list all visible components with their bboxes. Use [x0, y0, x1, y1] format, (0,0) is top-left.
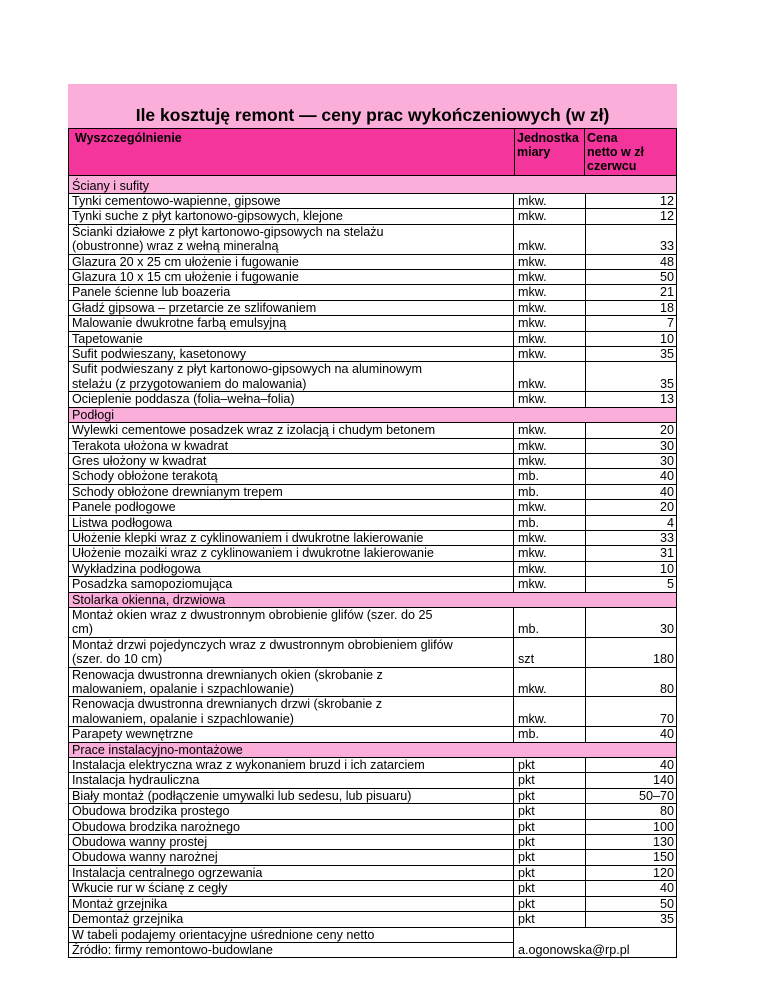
footer-note-row [69, 928, 676, 943]
row-description: Sufit podwieszany, kasetonowy [69, 347, 513, 362]
row-unit: mkw. [513, 577, 585, 592]
row-unit: mkw. [513, 347, 585, 362]
row-description: Malowanie dwukrotne farbą emulsyjną [69, 316, 513, 331]
row-price: 35 [585, 362, 676, 392]
row-description: Obudowa brodzika narożnego [69, 820, 513, 835]
row-price: 50–70 [585, 789, 676, 804]
table-row [69, 608, 676, 638]
row-description: Obudowa brodzika prostego [69, 804, 513, 819]
table-row [69, 697, 676, 727]
row-unit: mkw. [513, 270, 585, 285]
row-description: Schody obłożone drewnianym trepem [69, 485, 513, 500]
row-price: 20 [585, 423, 676, 438]
table-row [69, 209, 676, 224]
table-row [69, 912, 676, 927]
row-price: 80 [585, 668, 676, 698]
row-description: Biały montaż (podłączenie umywalki lub sedesu, lub pisuaru) [69, 789, 513, 804]
row-description: Gładź gipsowa – przetarcie ze szlifowaniem [69, 301, 513, 316]
header-unit: Jednostka miary [517, 131, 579, 159]
row-price: 40 [585, 485, 676, 500]
row-description: Glazura 20 x 25 cm ułożenie i fugowanie [69, 255, 513, 270]
row-price: 20 [585, 500, 676, 515]
row-unit: mkw. [513, 697, 585, 727]
row-price: 35 [585, 912, 676, 927]
row-price: 35 [585, 347, 676, 362]
row-unit: mb. [513, 727, 585, 742]
row-price: 33 [585, 531, 676, 546]
row-unit: pkt [513, 773, 585, 788]
row-unit: pkt [513, 820, 585, 835]
row-unit: mkw. [513, 546, 585, 561]
row-description: Tynki suche z płyt kartonowo-gipsowych, klejone [69, 209, 513, 224]
row-price: 21 [585, 285, 676, 300]
section-label: Prace instalacyjno-montażowe [69, 743, 676, 758]
row-price: 130 [585, 835, 676, 850]
row-price: 12 [585, 209, 676, 224]
table-row [69, 562, 676, 577]
table-row [69, 546, 676, 561]
row-price: 30 [585, 439, 676, 454]
row-unit: pkt [513, 881, 585, 896]
row-description: Terakota ułożona w kwadrat [69, 439, 513, 454]
row-price: 10 [585, 562, 676, 577]
table-row [69, 316, 676, 331]
row-price: 180 [585, 638, 676, 668]
table-row [69, 332, 676, 347]
row-price: 40 [585, 758, 676, 773]
table-row [69, 577, 676, 592]
table-row [69, 194, 676, 209]
table-row [69, 773, 676, 788]
table-row [69, 516, 676, 531]
row-unit: mkw. [513, 316, 585, 331]
row-unit: pkt [513, 804, 585, 819]
table-row [69, 500, 676, 515]
row-price: 40 [585, 727, 676, 742]
row-description: Parapety wewnętrzne [69, 727, 513, 742]
table-row [69, 866, 676, 881]
row-unit: pkt [513, 835, 585, 850]
row-description: Instalacja centralnego ogrzewania [69, 866, 513, 881]
row-price: 30 [585, 454, 676, 469]
row-price: 80 [585, 804, 676, 819]
row-price: 31 [585, 546, 676, 561]
table-row [69, 362, 676, 392]
price-table-sheet [68, 84, 677, 958]
footer-note: W tabeli podajemy orientacyjne uśrednione ceny netto [69, 928, 513, 943]
row-price: 18 [585, 301, 676, 316]
row-unit: mkw. [513, 500, 585, 515]
row-unit: szt [513, 638, 585, 668]
row-description: Schody obłożone terakotą [69, 469, 513, 484]
row-description: Ułożenie mozaiki wraz z cyklinowaniem i dwukrotne lakierowanie [69, 546, 513, 561]
row-description: Sufit podwieszany z płyt kartonowo-gipsowych na aluminowym stelażu (z przygotowaniem do malowania) [69, 362, 513, 392]
row-list [69, 176, 676, 928]
row-unit: mb. [513, 608, 585, 638]
row-description: Renowacja dwustronna drewnianych drzwi (skrobanie z malowaniem, opalanie i szpachlowanie) [69, 697, 513, 727]
header-description: Wyszczególnienie [75, 131, 182, 145]
table-row [69, 789, 676, 804]
row-unit: mkw. [513, 301, 585, 316]
table-row [69, 469, 676, 484]
table-row [69, 270, 676, 285]
table-row [69, 897, 676, 912]
row-description: Obudowa wanny prostej [69, 835, 513, 850]
table-row [69, 850, 676, 865]
table-row [69, 820, 676, 835]
row-description: Tapetowanie [69, 332, 513, 347]
row-unit: pkt [513, 850, 585, 865]
row-price: 5 [585, 577, 676, 592]
section-label: Podłogi [69, 408, 676, 423]
row-description: Montaż okien wraz z dwustronnym obrobienie glifów (szer. do 25 cm) [69, 608, 513, 638]
table-row [69, 285, 676, 300]
table-body [68, 176, 677, 958]
row-description: Demontaż grzejnika [69, 912, 513, 927]
row-price: 50 [585, 897, 676, 912]
section-label: Stolarka okienna, drzwiowa [69, 593, 676, 608]
row-description: Posadzka samopoziomująca [69, 577, 513, 592]
row-unit: mkw. [513, 285, 585, 300]
row-unit: mkw. [513, 255, 585, 270]
row-description: Wkucie rur w ścianę z cegły [69, 881, 513, 896]
table-row [69, 301, 676, 316]
table-row [69, 392, 676, 407]
table-row [69, 727, 676, 742]
row-price: 40 [585, 881, 676, 896]
table-row [69, 668, 676, 698]
table-row [69, 454, 676, 469]
row-description: Ułożenie klepki wraz z cyklinowaniem i dwukrotne lakierowanie [69, 531, 513, 546]
row-price: 48 [585, 255, 676, 270]
table-row [69, 347, 676, 362]
row-unit: pkt [513, 912, 585, 927]
row-description: Montaż drzwi pojedynczych wraz z dwustronnym obrobieniem glifów (szer. do 10 cm) [69, 638, 513, 668]
row-unit: mb. [513, 485, 585, 500]
row-unit: mkw. [513, 531, 585, 546]
row-description: Glazura 10 x 15 cm ułożenie i fugowanie [69, 270, 513, 285]
table-row [69, 531, 676, 546]
row-unit: pkt [513, 897, 585, 912]
footer-source-row [69, 943, 676, 957]
table-row [69, 225, 676, 255]
row-description: Instalacja elektryczna wraz z wykonaniem bruzd i ich zatarciem [69, 758, 513, 773]
row-price: 30 [585, 608, 676, 638]
row-description: Wykładzina podłogowa [69, 562, 513, 577]
section-row [69, 408, 676, 423]
row-price: 120 [585, 866, 676, 881]
footer-empty-cell [513, 928, 676, 943]
row-description: Panele podłogowe [69, 500, 513, 515]
table-row [69, 881, 676, 896]
row-unit: pkt [513, 758, 585, 773]
row-price: 150 [585, 850, 676, 865]
row-unit: mkw. [513, 562, 585, 577]
row-unit: mkw. [513, 454, 585, 469]
row-price: 13 [585, 392, 676, 407]
row-description: Gres ułożony w kwadrat [69, 454, 513, 469]
table-row [69, 485, 676, 500]
row-unit: mkw. [513, 332, 585, 347]
section-row [69, 593, 676, 608]
row-unit: mkw. [513, 392, 585, 407]
row-description: Wylewki cementowe posadzek wraz z izolacją i chudym betonem [69, 423, 513, 438]
table-row [69, 255, 676, 270]
row-description: Obudowa wanny narożnej [69, 850, 513, 865]
row-unit: mkw. [513, 362, 585, 392]
footer-source: Źródło: firmy remontowo-budowlane [72, 942, 273, 957]
title-band [68, 84, 677, 128]
row-description: Ścianki działowe z płyt kartonowo-gipsowych na stelażu (obustronne) wraz z wełną mineralną [69, 225, 513, 255]
row-unit: mkw. [513, 423, 585, 438]
row-description: Instalacja hydrauliczna [69, 773, 513, 788]
table-row [69, 439, 676, 454]
row-price: 100 [585, 820, 676, 835]
column-divider [514, 129, 515, 175]
table-row [69, 758, 676, 773]
row-description: Ocieplenie poddasza (folia–wełna–folia) [69, 392, 513, 407]
footer-email: a.ogonowska@rp.pl [513, 943, 676, 957]
page-title: Ile kosztuję remont — ceny prac wykończeniowych (w zł) [135, 105, 610, 125]
row-unit: mkw. [513, 225, 585, 255]
table-row [69, 638, 676, 668]
row-unit: mkw. [513, 439, 585, 454]
table-row [69, 423, 676, 438]
row-description: Listwa podłogowa [69, 516, 513, 531]
row-description: Tynki cementowo-wapienne, gipsowe [69, 194, 513, 209]
row-price: 33 [585, 225, 676, 255]
row-unit: pkt [513, 789, 585, 804]
row-description: Panele ścienne lub boazeria [69, 285, 513, 300]
row-unit: mkw. [513, 668, 585, 698]
row-price: 40 [585, 469, 676, 484]
row-unit: mb. [513, 516, 585, 531]
header-price: Cena netto w zł czerwcu [587, 131, 644, 173]
row-price: 50 [585, 270, 676, 285]
row-description: Renowacja dwustronna drewnianych okien (skrobanie z malowaniem, opalanie i szpachlowanie) [69, 668, 513, 698]
row-price: 7 [585, 316, 676, 331]
row-price: 70 [585, 697, 676, 727]
row-price: 140 [585, 773, 676, 788]
row-price: 10 [585, 332, 676, 347]
row-unit: mkw. [513, 194, 585, 209]
table-header [68, 128, 677, 176]
table-row [69, 804, 676, 819]
row-unit: pkt [513, 866, 585, 881]
row-description: Montaż grzejnika [69, 897, 513, 912]
section-row [69, 743, 676, 758]
row-price: 4 [585, 516, 676, 531]
row-price: 12 [585, 194, 676, 209]
row-unit: mkw. [513, 209, 585, 224]
section-row [69, 176, 676, 194]
row-unit: mb. [513, 469, 585, 484]
section-label: Ściany i sufity [69, 176, 676, 194]
table-row [69, 835, 676, 850]
